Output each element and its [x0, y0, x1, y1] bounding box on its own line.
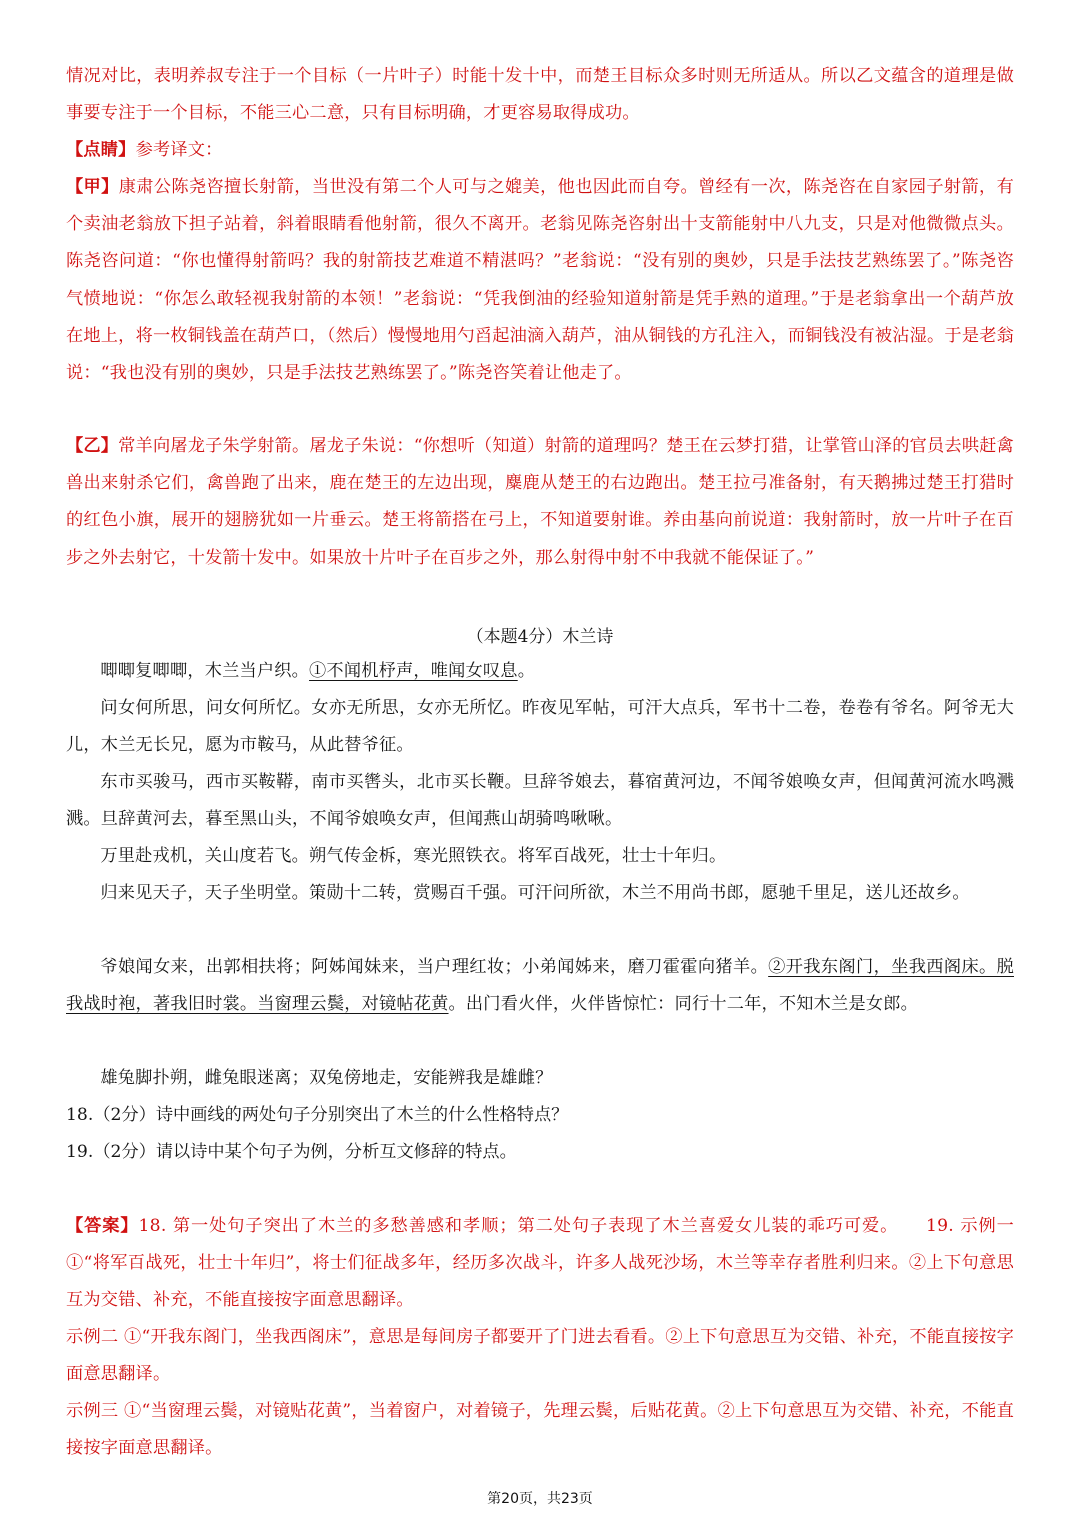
poem-stanza-7: 雄兔脚扑朔，雌兔眼迷离；双兔傍地走，安能辨我是雄雌？ — [100, 1068, 553, 1088]
poem-title: （本题4分）木兰诗 — [466, 627, 614, 647]
jia-text: 康肃公陈尧咨擅长射箭，当世没有第二个人可与之媲美，他也因此而自夸。曾经有一次，陈尧咨在自家园子射箭，有个卖油老翁放下担子站着，斜着眼睛看他射箭，很久不离开。老翁见陈尧咨射出十支箭能射中八九支，只是对他微微点头。陈尧咨问道：“你也懂得射箭吗？我的射箭技艺难道不精湛吗？”老翁说：“没有别的奥妙，只是手法技艺熟练罢了。”陈尧咨气愤地说：“你怎么敢轻视我射箭的本领！”老翁说：“凭我倒油的经验知道射箭是凭手熟的道理。”于是老翁拿出一个葫芦放在地上，将一枚铜钱盖在葫芦口，（然后）慢慢地用勺舀起油滴入葫芦，油从铜钱的方孔注入，而铜钱没有被沾湿。于是老翁说：“我也没有别的奥妙，只是手法技艺熟练罢了。”陈尧咨笑着让他走了。 — [66, 177, 1014, 384]
poem-stanza-1-a: 唧唧复唧唧，木兰当户织。 — [100, 661, 310, 681]
answer-label: 【答案】 — [66, 1216, 139, 1236]
yi-translation — [66, 428, 1014, 577]
poem-stanza-6-b: 。出门看火伴，火伴皆惊忙：同行十二年，不知木兰是女郎。 — [448, 994, 918, 1015]
answer-example-2: 示例二 ①“开我东阁门，坐我西阁床”，意思是每间房子都要开了门进去看看。②上下句意思互为交错、补充，不能直接按字面意思翻译。 — [66, 1327, 1014, 1385]
poem-underline-2: ②开我东阁门，坐我西阁床。脱我战时袍，著我旧时裳。当窗理云鬓，对镜帖花黄 — [66, 957, 1014, 1015]
dianjing-label: 【点睛】 — [66, 140, 136, 160]
answer-text: 18. 第一处句子突出了木兰的多愁善感和孝顺；第二处句子表现了木兰喜爱女儿装的乖巧可爱。 19. 示例一 ①“将军百战死，壮士十年归”，将士们征战多年，经历多次战斗，许多人战死沙场，木兰等幸存者胜利归来。②上下句意思互为交错、补充，不能直接按字面意思翻译。 — [66, 1216, 1014, 1311]
answer-example-3: 示例三 ①“当窗理云鬓，对镜贴花黄”，当着窗户，对着镜子，先理云鬓，后贴花黄。②上下句意思互为交错、补充，不能直接按字面意思翻译。 — [66, 1401, 1014, 1459]
poem-underline-1: ①不闻机杼声，唯闻女叹息 — [309, 661, 518, 681]
poem-stanza-6 — [66, 949, 1014, 1023]
poem-stanza-4: 万里赴戎机，关山度若飞。朔气传金柝，寒光照铁衣。将军百战死，壮士十年归。 — [100, 846, 727, 866]
question-18: 18.（2分）诗中画线的两处句子分别突出了木兰的什么性格特点？ — [66, 1105, 569, 1125]
answer-paragraph — [66, 1208, 1014, 1320]
jia-translation — [66, 169, 1014, 392]
analysis-text: 情况对比，表明养叔专注于一个目标（一片叶子）时能十发十中，而楚王目标众多时则无所适从。所以乙文蕴含的道理是做事要专注于一个目标，不能三心二意，只有目标明确，才更容易取得成功。 — [66, 66, 1014, 124]
poem-stanza-1 — [66, 653, 1014, 690]
yi-text: 常羊向屠龙子朱学射箭。屠龙子朱说：“你想听（知道）射箭的道理吗？楚王在云梦打猎，让掌管山泽的官员去哄赶禽兽出来射杀它们，禽兽跑了出来，鹿在楚王的左边出现，麋鹿从楚王的右边跑出。楚王拉弓准备射，有天鹅拂过楚王打猎时的红色小旗，展开的翅膀犹如一片垂云。楚王将箭搭在弓上，不知道要射谁。养由基向前说道：我射箭时，放一片叶子在百步之外去射它，十发箭十发中。如果放十片叶子在百步之外，那么射得中射不中我就不能保证了。” — [66, 436, 1014, 568]
analysis-paragraph — [66, 58, 1014, 132]
poem-stanza-3: 东市买骏马，西市买鞍鞯，南市买辔头，北市买长鞭。旦辞爷娘去，暮宿黄河边，不闻爷娘唤女声，但闻黄河流水鸣溅溅。旦辞黄河去，暮至黑山头，不闻爷娘唤女声，但闻燕山胡骑鸣啾啾。 — [66, 772, 1014, 830]
dianjing-paragraph — [66, 132, 1014, 169]
question-19: 19.（2分）请以诗中某个句子为例，分析互文修辞的特点。 — [66, 1142, 517, 1162]
jia-label: 【甲】 — [66, 177, 119, 197]
poem-stanza-6-a: 爷娘闻女来，出郭相扶将；阿姊闻妹来，当户理红妆；小弟闻姊来，磨刀霍霍向猪羊。 — [100, 957, 769, 977]
poem-stanza-1-b: 。 — [517, 661, 536, 681]
poem-stanza-5: 归来见天子，天子坐明堂。策勋十二转，赏赐百千强。可汗问所欲，木兰不用尚书郎，愿驰千里足，送儿还故乡。 — [100, 883, 970, 903]
poem-stanza-2: 问女何所思，问女何所忆。女亦无所思，女亦无所忆。昨夜见军帖，可汗大点兵，军书十二卷，卷卷有爷名。阿爷无大儿，木兰无长兄，愿为市鞍马，从此替爷征。 — [66, 698, 1014, 756]
page-number: 第20页，共23页 — [487, 1491, 593, 1507]
yi-label: 【乙】 — [66, 436, 119, 456]
dianjing-text: 参考译文： — [135, 140, 223, 160]
